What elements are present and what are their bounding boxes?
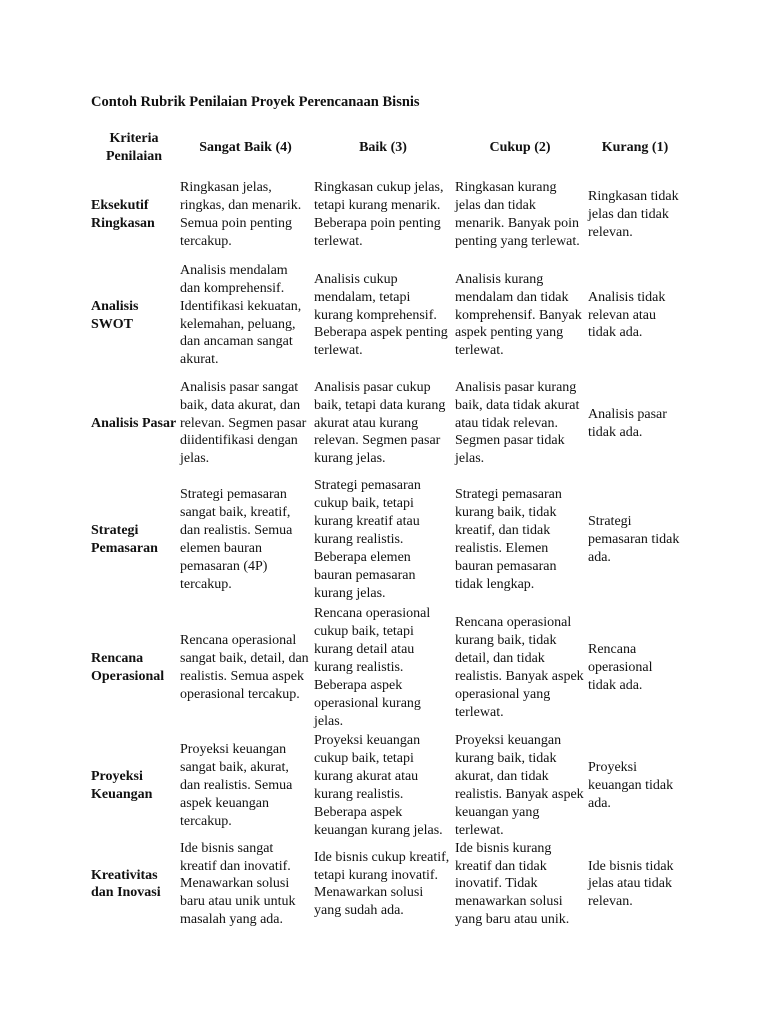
cukup-cell: Analisis kurang mendalam dan tidak komprehensif. Banyak aspek penting yang terlewat. [455,271,582,359]
table-row [88,476,682,604]
kurang-cell: Analisis pasar tidak ada. [588,406,667,440]
cukup-cell: Proyeksi keuangan kurang baik, tidak akurat, dan tidak realistis. Banyak aspek keuangan yang terlewat. [455,733,584,838]
table-row [88,732,682,839]
baik-cell: Rencana operasional cukup baik, tetapi kurang detail atau kurang realistis. Beberapa aspek operasional kurang jelas. [314,606,431,729]
cukup-cell: Strategi pemasaran kurang baik, tidak kreatif, dan tidak realistis. Elemen bauran pemasaran tidak lengkap. [455,487,562,592]
table-row [88,839,682,929]
criterion-cell: Analisis Pasar [91,415,177,431]
cukup-cell: Ringkasan kurang jelas dan tidak menarik. Banyak poin penting yang terlewat. [455,180,580,249]
kurang-cell: Strategi pemasaran tidak ada. [588,514,680,565]
column-header-cukup: Cukup (2) [489,140,551,156]
kurang-cell: Analisis tidak relevan atau tidak ada. [588,289,666,341]
criterion-cell: Rencana Operasional [91,651,165,684]
sangat-baik-cell: Strategi pemasaran sangat baik, kreatif, dan realistis. Semua elemen bauran pemasaran (4P) tercakup. [180,487,293,592]
baik-cell: Strategi pemasaran cukup baik, tetapi kurang kreatif atau kurang realistis. Beberapa elemen bauran pemasaran kurang jelas. [314,478,421,601]
baik-cell: Ringkasan cukup jelas, tetapi kurang menarik. Beberapa poin penting terlewat. [314,180,444,249]
sangat-baik-cell: Rencana operasional sangat baik, detail, dan realistis. Semua aspek operasional tercakup. [180,633,309,702]
cukup-cell: Analisis pasar kurang baik, data tidak akurat atau tidak relevan. Segmen pasar tidak jelas. [455,379,580,467]
rubric-table [88,126,682,929]
baik-cell: Analisis pasar cukup baik, tetapi data kurang akurat atau kurang relevan. Segmen pasar kurang jelas. [314,379,446,467]
table-row [88,170,682,260]
table-row [88,604,682,732]
cukup-cell: Rencana operasional kurang baik, tidak detail, dan tidak realistis. Banyak aspek operasional yang terlewat. [455,615,584,720]
table-header-row [88,126,682,170]
sangat-baik-cell: Proyeksi keuangan sangat baik, akurat, dan realistis. Semua aspek keuangan tercakup. [180,741,293,829]
kurang-cell: Ringkasan tidak jelas dan tidak relevan. [588,189,679,240]
column-header-baik: Baik (3) [359,140,407,156]
sangat-baik-cell: Ringkasan jelas, ringkas, dan menarik. Semua poin penting tercakup. [180,180,302,249]
baik-cell: Analisis cukup mendalam, tetapi kurang komprehensif. Beberapa aspek penting terlewat. [314,271,448,359]
sangat-baik-cell: Analisis pasar sangat baik, data akurat, dan relevan. Segmen pasar diidentifikasi dengan jelas. [180,379,307,467]
criterion-cell: Strategi Pemasaran [91,523,158,556]
kurang-cell: Rencana operasional tidak ada. [588,642,653,693]
sangat-baik-cell: Ide bisnis sangat kreatif dan inovatif. Menawarkan solusi baru atau unik untuk masalah yang ada. [180,840,296,928]
sangat-baik-cell: Analisis mendalam dan komprehensif. Identifikasi kekuatan, kelemahan, peluang, dan ancaman sangat akurat. [180,262,302,368]
column-header-kurang: Kurang (1) [601,140,669,156]
kurang-cell: Proyeksi keuangan tidak ada. [588,759,674,811]
column-header-criteria: Kriteria Penilaian [105,131,162,164]
criterion-cell: Proyeksi Keuangan [91,768,153,802]
baik-cell: Ide bisnis cukup kreatif, tetapi kurang inovatif. Menawarkan solusi yang sudah ada. [314,849,450,919]
criterion-cell: Eksekutif Ringkasan [91,198,155,231]
baik-cell: Proyeksi keuangan cukup baik, tetapi kurang akurat atau kurang realistis. Beberapa aspek keuangan kurang jelas. [314,733,443,838]
cukup-cell: Ide bisnis kurang kreatif dan tidak inovatif. Tidak menawarkan solusi yang baru atau unik. [455,840,570,928]
table-row [88,260,682,371]
document-title: Contoh Rubrik Penilaian Proyek Perencanaan Bisnis [91,94,420,110]
column-header-sangat-baik: Sangat Baik (4) [199,140,292,156]
criterion-cell: Analisis SWOT [91,298,139,332]
table-row [88,371,682,476]
kurang-cell: Ide bisnis tidak jelas atau tidak relevan. [588,858,674,910]
criterion-cell: Kreativitas dan Inovasi [91,867,161,901]
